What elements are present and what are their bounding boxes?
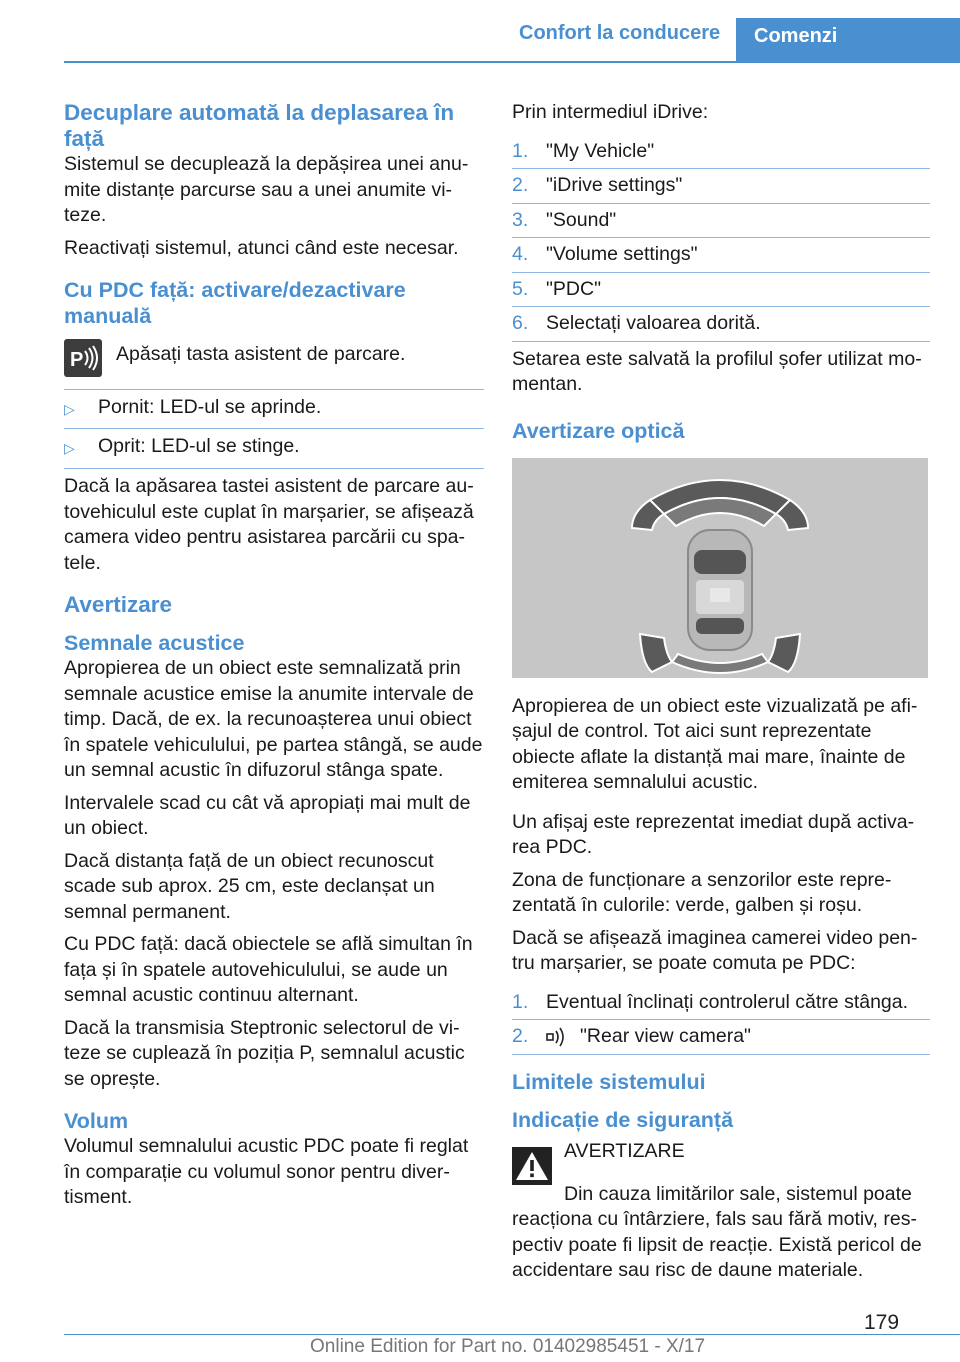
footer-edition: Online Edition for Part no. 01402985451 - X/17 — [310, 1336, 706, 1357]
heading-decuplare: Decuplare automată la deplasarea în față — [64, 100, 455, 151]
triangle-bullet-icon: ▷ — [64, 401, 75, 417]
heading-indicatie-siguranta: Indicație de siguranță — [512, 1107, 734, 1132]
header-chapter-tab: Comenzi — [736, 18, 960, 62]
page-number: 179 — [864, 1311, 900, 1334]
list-item — [512, 237, 930, 272]
car-sensor-zones-graphic — [512, 458, 928, 678]
paragraph: Dacă se afișează imaginea camerei video pentru marșarier, se poate comuta pe PDC: — [512, 926, 918, 974]
list-item — [512, 203, 930, 238]
warning-block — [512, 1139, 930, 1284]
footer-divider — [64, 1334, 960, 1335]
list-item — [512, 272, 930, 307]
list-item — [64, 428, 484, 467]
button-instruction-text: Apăsați tasta asistent de parcare. — [116, 343, 406, 365]
paragraph: Cu PDC față: dacă obiectele se află simultan în fața și în spatele autovehiculului, se aude un semnal acustic continuu alternant. — [64, 933, 473, 1006]
step-number: 1. — [512, 139, 529, 162]
idrive-steps-list — [512, 135, 930, 341]
paragraph: Volumul semnalului acustic PDC poate fi reglat în comparație cu volumul sonor pentru divertisment. — [64, 1135, 469, 1208]
paragraph: Un afișaj este reprezentat imediat după activarea PDC. — [512, 810, 915, 858]
list-item — [512, 1019, 930, 1054]
parking-assist-button-icon — [64, 339, 102, 377]
list-item — [512, 986, 930, 1020]
step-number: 6. — [512, 312, 529, 334]
paragraph: Sistemul se decuplează la depășirea unei anumite distanțe parcurse sau a unei anumite viteze. — [64, 153, 469, 226]
left-column — [64, 100, 484, 1218]
pdc-display-illustration — [512, 458, 928, 678]
heading-semnale-acustice: Semnale acustice — [64, 631, 245, 655]
list-item — [512, 168, 930, 203]
step-text: "My Vehicle" — [546, 139, 655, 162]
list-item-text: Oprit: LED-ul se stinge. — [98, 434, 300, 457]
heading-volum: Volum — [64, 1109, 129, 1133]
paragraph: Prin intermediul iDrive: — [512, 101, 709, 123]
paragraph: Apropierea de un obiect este semnalizată prin semnale acustice emise la anumite intervale de timp. Dacă, de ex. la recunoașterea unui obiect în spatele vehiculului, pe partea stângă, se aude un semnal acustic în difuzorul stânga spate. — [64, 657, 483, 781]
header-divider — [64, 61, 960, 63]
paragraph: Intervalele scad cu cât vă apropiați mai mult de un obiect. — [64, 791, 471, 839]
step-text: "Rear view camera" — [580, 1025, 751, 1047]
step-text: "Volume settings" — [546, 243, 698, 265]
list-item — [512, 306, 930, 341]
svg-text:P: P — [70, 349, 84, 371]
paragraph: Reactivați sistemul, atunci când este necesar. — [64, 236, 459, 259]
step-text: "iDrive settings" — [546, 174, 683, 196]
divider — [512, 1054, 930, 1055]
right-column — [512, 100, 930, 1291]
page-header — [0, 0, 960, 62]
step-text: "PDC" — [546, 277, 602, 300]
list-item-text: Pornit: LED-ul se aprinde. — [98, 396, 322, 418]
camera-steps-list — [512, 986, 930, 1054]
step-number: 1. — [512, 990, 529, 1013]
heading-avertizare-optica: Avertizare optică — [512, 418, 685, 443]
list-item — [64, 389, 484, 428]
step-number: 2. — [512, 1025, 529, 1047]
paragraph: Dacă la apăsarea tastei asistent de parcare autovehiculul este cuplat în marșarier, se afișează camera video pentru asistarea parcării cu spatele. — [64, 468, 484, 576]
step-number: 2. — [512, 174, 529, 196]
step-number: 3. — [512, 208, 529, 231]
parking-sensor-icon — [546, 1024, 570, 1050]
button-instruction — [64, 339, 484, 377]
paragraph: Dacă la transmisia Steptronic selectorul de viteze se cuplează în poziția P, semnalul acustic se oprește. — [64, 1016, 465, 1090]
paragraph: Dacă distanța față de un obiect recunoscut scade sub aprox. 25 cm, este declanșat un semnal permanent. — [64, 849, 435, 923]
paragraph: Setarea este salvată la profilul șofer utilizat momentan. — [512, 341, 930, 398]
step-text: Selectați valoarea dorită. — [546, 312, 761, 334]
heading-limitele-sistemului: Limitele sistemului — [512, 1069, 706, 1094]
list-item — [512, 135, 930, 169]
step-number: 4. — [512, 243, 529, 265]
header-section-title: Confort la conducere — [519, 22, 721, 44]
heading-avertizare: Avertizare — [64, 592, 172, 617]
warning-text: Din cauza limitărilor sale, sistemul poate reacționa cu întârziere, fals sau fără motiv, respectiv poate fi lipsit de reacție. Există pericol de accidentare sau risc de daune materiale. — [512, 1182, 922, 1281]
step-text: Eventual înclinați controlerul către stânga. — [546, 990, 909, 1013]
warning-title: AVERTIZARE — [564, 1139, 685, 1162]
warning-triangle-icon — [512, 1147, 552, 1185]
warning-header — [512, 1139, 930, 1185]
triangle-bullet-icon: ▷ — [64, 439, 75, 456]
paragraph: Zona de funcționare a senzorilor este reprezentată în culorile: verde, galben și roșu. — [512, 868, 892, 916]
step-text: "Sound" — [546, 208, 617, 231]
heading-activare-manuala: Cu PDC față: activare/dezactivare manuală — [64, 278, 406, 328]
paragraph: Apropierea de un obiect este vizualizată pe afișajul de control. Tot aici sunt reprezentate obiecte aflate la distanță mai mare, înainte de emiterea semnalului acustic. — [512, 694, 918, 793]
step-number: 5. — [512, 277, 529, 300]
